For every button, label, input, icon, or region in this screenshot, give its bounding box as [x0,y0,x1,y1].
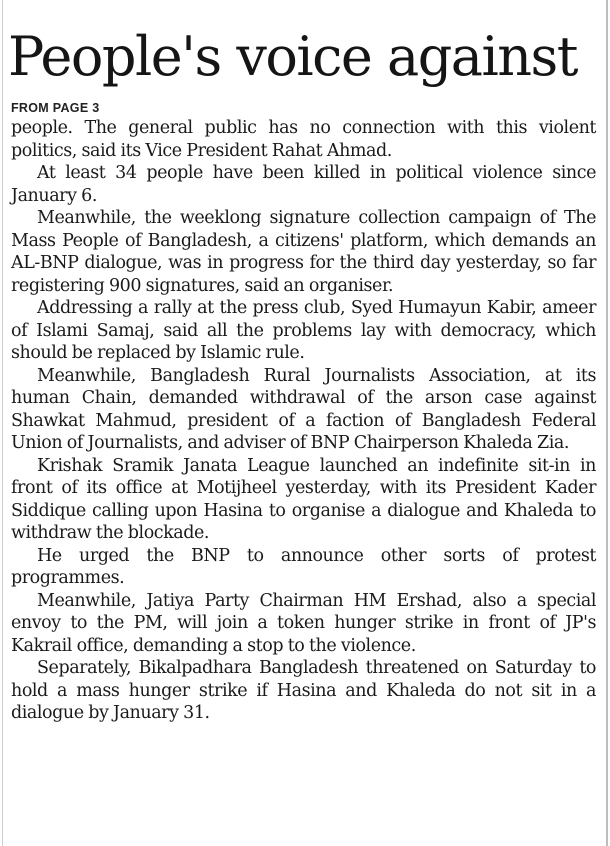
paragraph: Meanwhile, Bangladesh Rural Journalists Association, at its human Chain, demanded withdrawal of the arson case against Shawkat Mahmud, president of a faction of Bangladesh Federal Union of Journalists, and adviser of BNP Chairperson Khaleda Zia. [11,365,596,453]
paragraph: Addressing a rally at the press club, Syed Humayun Kabir, ameer of Islami Samaj, said all the problems lay with democracy, which should be replaced by Islamic rule. [11,298,596,363]
paragraph: He urged the BNP to announce other sorts of protest programmes. [11,545,596,588]
paragraph: Separately, Bikalpadhara Bangladesh threatened on Saturday to hold a mass hunger strike if Hasina and Khaleda do not sit in a dialogue by January 31. [11,658,596,723]
paragraph: At least 34 people have been killed in political violence since January 6. [11,163,596,206]
paragraph: Krishak Sramik Janata League launched an indefinite sit-in in front of its office at Motijheel yesterday, with its President Kader Siddique calling upon Hasina to organise a dialogue and Khaleda to withdraw the blockade. [11,455,596,543]
article-body [11,117,596,725]
clipping-edge-left [2,0,3,846]
article-headline: People's voice against [8,25,577,88]
paragraph-continued: people. The general public has no connection with this violent politics, said its Vice President Rahat Ahmad. [11,118,596,161]
jump-label: FROM PAGE 3 [11,101,100,115]
paragraph: Meanwhile, the weeklong signature collection campaign of The Mass People of Bangladesh, a citizens' platform, which demands an AL-BNP dialogue, was in progress for the third day yesterday, so far registering 900 signatures, said an organiser. [11,208,596,296]
clipping-edge-right [606,0,608,846]
paragraph: Meanwhile, Jatiya Party Chairman HM Ershad, also a special envoy to the PM, will join a token hunger strike in front of JP's Kakrail office, demanding a stop to the violence. [11,590,596,656]
